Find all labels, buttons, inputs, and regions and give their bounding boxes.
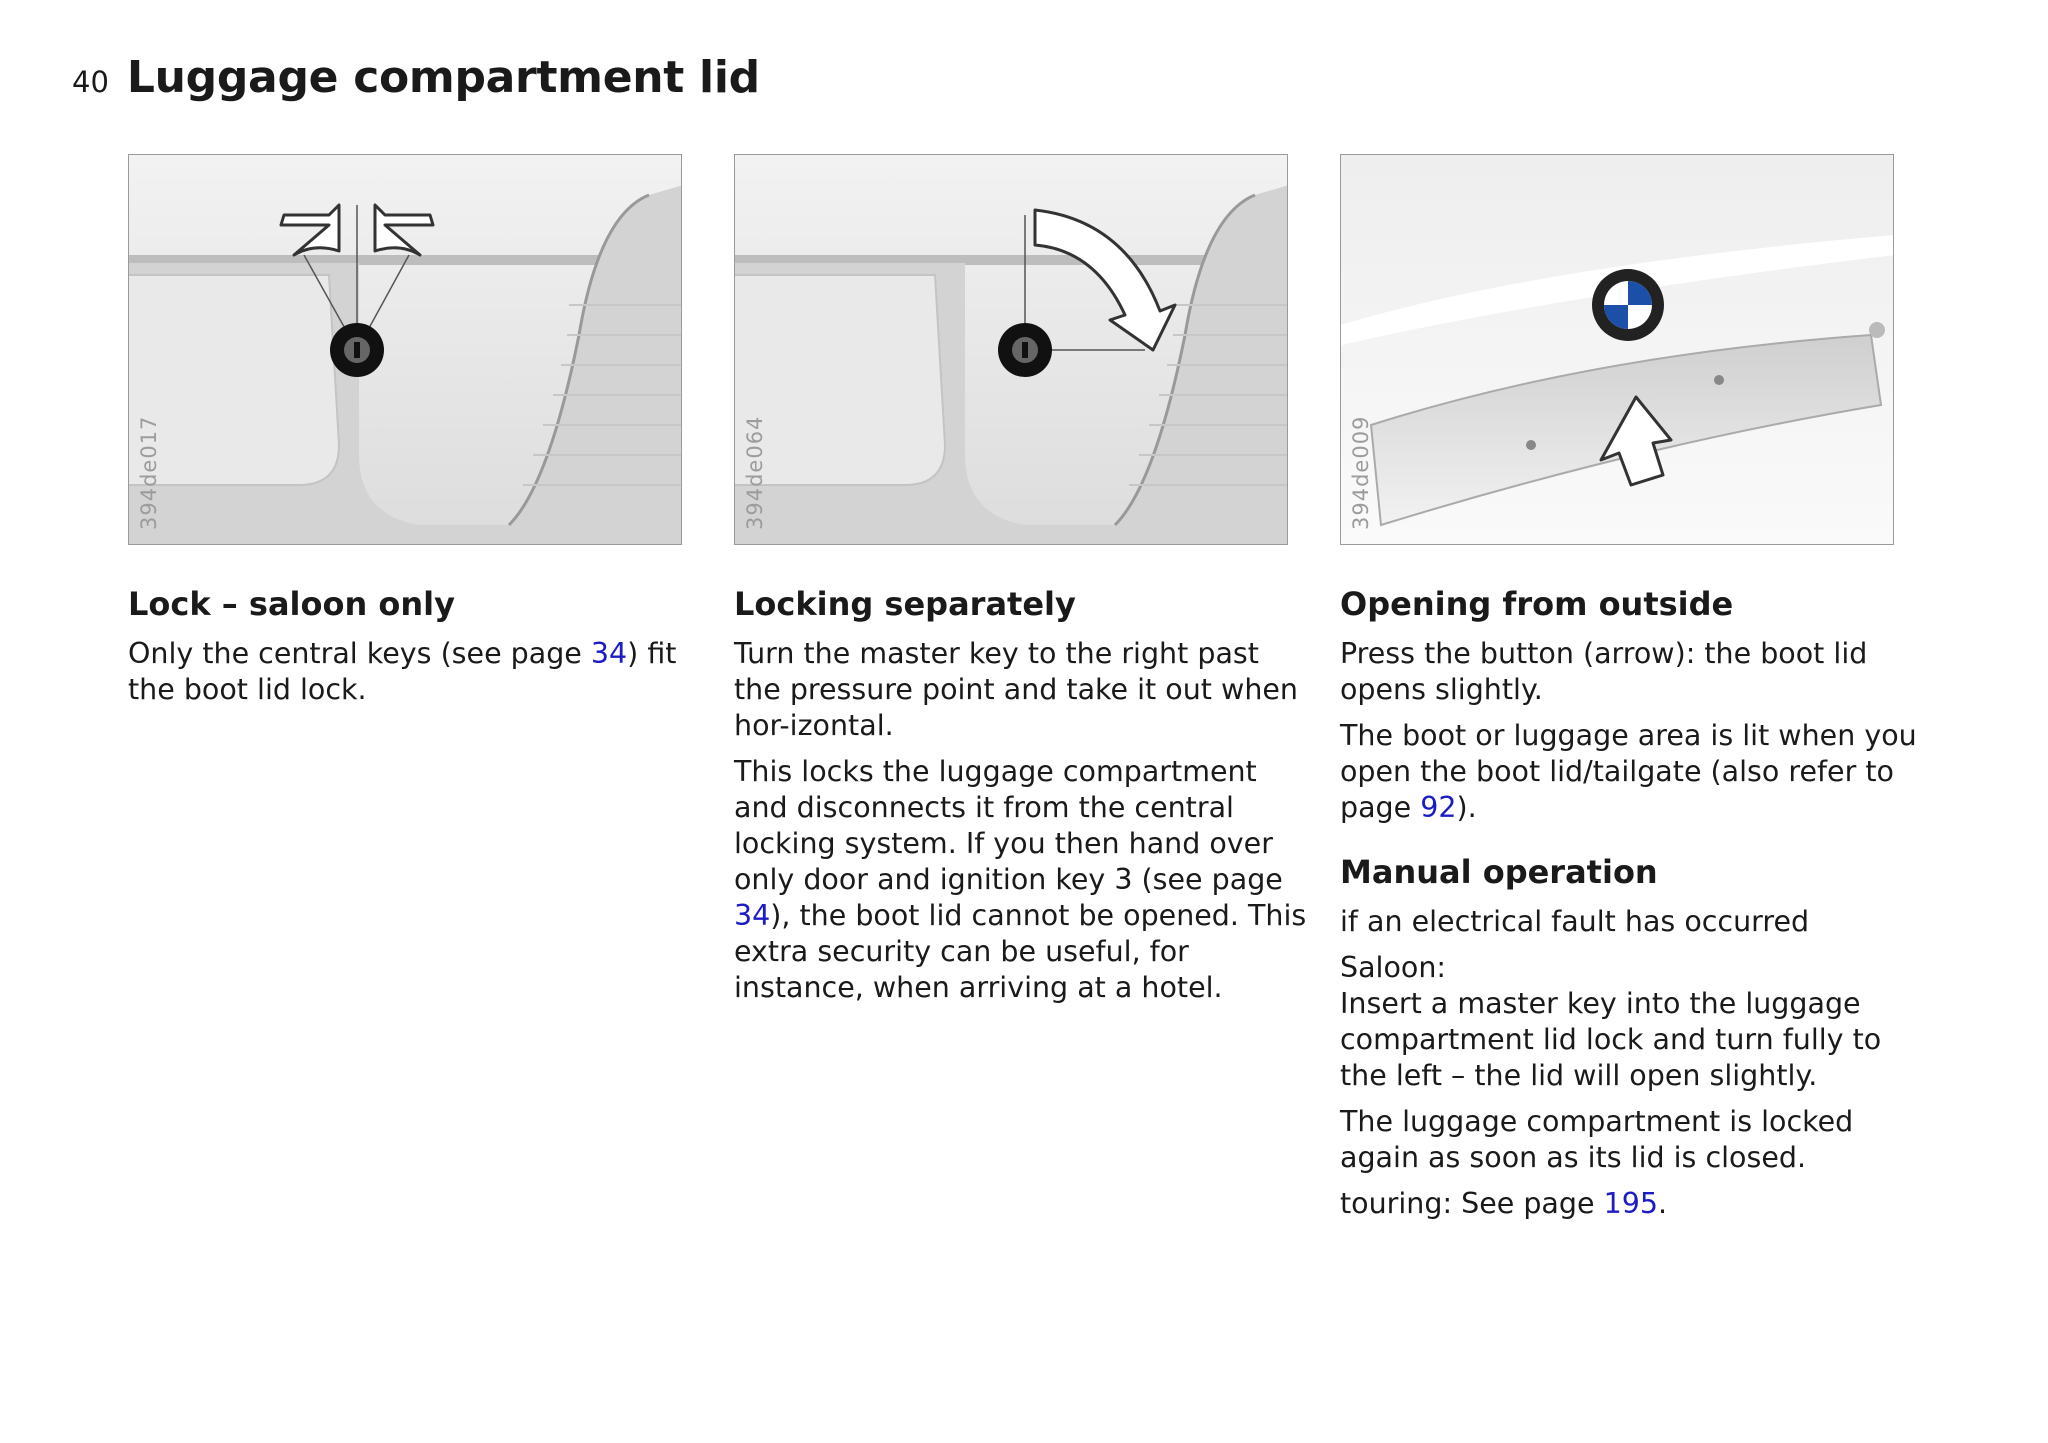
page-title: Luggage compartment lid <box>126 52 760 103</box>
paragraph-touring: touring: See page 195. <box>1340 1187 1668 1220</box>
master-key-illustration <box>735 155 1288 545</box>
heading-opening-outside: Opening from outside <box>1340 585 1734 623</box>
paragraph-lock-keys: Only the central keys (see page 34) fit the boot lid lock. <box>128 637 677 706</box>
page-number: 40 <box>72 65 109 99</box>
heading-manual-operation: Manual operation <box>1340 853 1658 891</box>
heading-locking-separately: Locking separately <box>734 585 1076 623</box>
paragraph-locked-again: The luggage compartment is locked again as soon as its lid is closed. <box>1340 1105 1854 1174</box>
figure-code: 394de017 <box>137 415 161 530</box>
page-link-34[interactable]: 34 <box>734 899 771 932</box>
figure-code: 394de064 <box>743 415 767 530</box>
page-link-92[interactable]: 92 <box>1420 791 1457 824</box>
heading-lock-saloon: Lock – saloon only <box>128 585 455 623</box>
figure-opening-outside <box>1340 154 1894 545</box>
lock-illustration <box>129 155 682 545</box>
page-link-195[interactable]: 195 <box>1603 1187 1658 1220</box>
column-lock-saloon <box>128 584 708 718</box>
paragraph-boot-lit: The boot or luggage area is lit when you open the boot lid/tailgate (also refer to page 92). <box>1340 719 1917 824</box>
paragraph-saloon: Saloon: Insert a master key into the luggage compartment lid lock and turn fully to the left – the lid will open slightly. <box>1340 951 1882 1092</box>
column-opening-outside <box>1340 584 1920 1232</box>
paragraph-press-button: Press the button (arrow): the boot lid opens slightly. <box>1340 637 1868 706</box>
paragraph-turn-key: Turn the master key to the right past the pressure point and take it out when hor-izontal. <box>734 637 1298 742</box>
column-locking-separately <box>734 584 1314 1016</box>
page-header <box>72 52 760 103</box>
paragraph-locks-luggage: This locks the luggage compartment and disconnects it from the central locking system. If you then hand over only door and ignition key 3 (see page 34), the boot lid cannot be opened. This extra security can be useful, for instance, when arriving at a hotel. <box>734 755 1307 1004</box>
boot-button-illustration <box>1341 155 1894 545</box>
figure-locking-separately <box>734 154 1288 545</box>
paragraph-electrical-fault: if an electrical fault has occurred <box>1340 905 1810 938</box>
figure-code: 394de009 <box>1349 415 1373 530</box>
figure-lock-saloon <box>128 154 682 545</box>
page-link-34[interactable]: 34 <box>590 637 628 670</box>
